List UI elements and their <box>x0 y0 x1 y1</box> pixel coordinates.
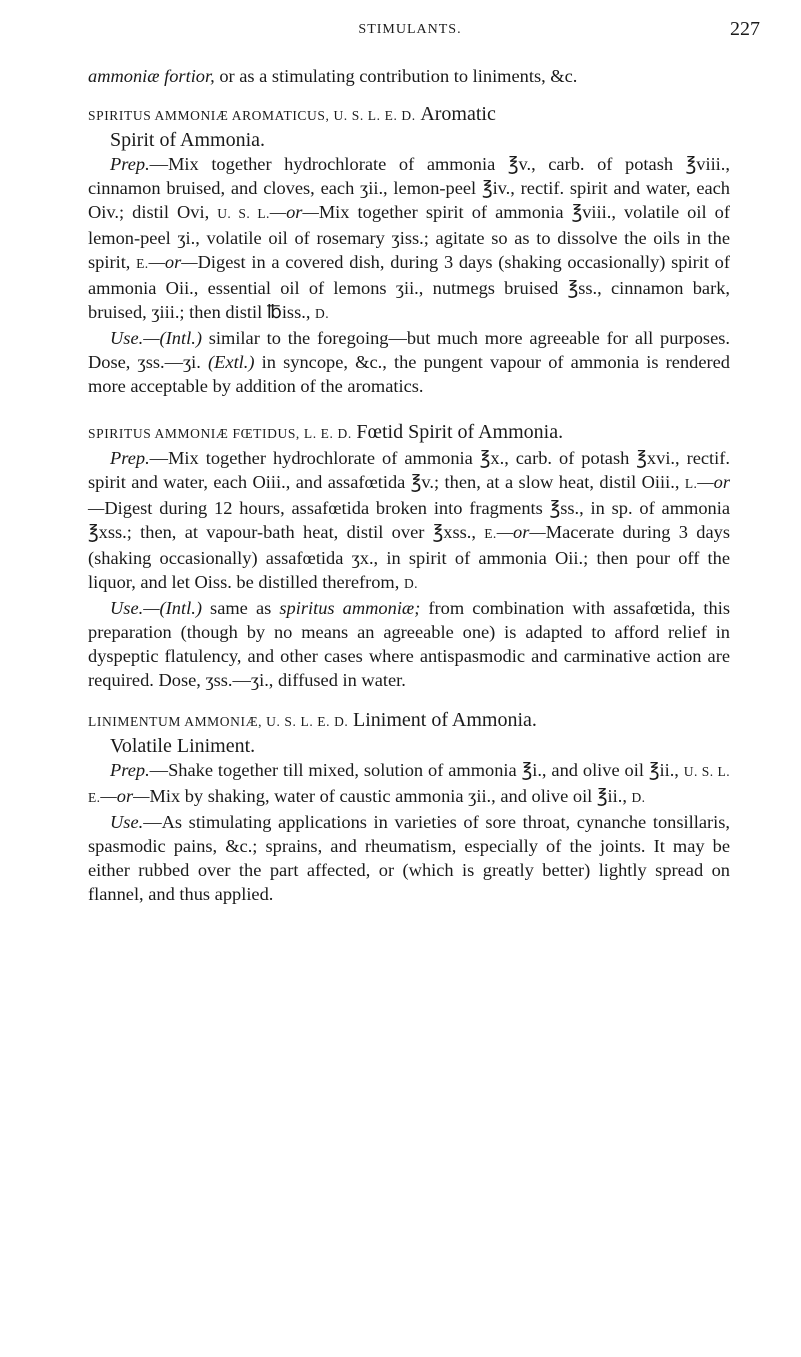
entry-english-title: Aromatic <box>420 103 496 125</box>
prep-paragraph <box>88 152 730 326</box>
use-label: Use. <box>110 328 144 348</box>
or-separator: —or— <box>496 522 546 542</box>
use-italic: spiritus ammoniæ; <box>279 598 421 618</box>
use-text-2: from combination with assafœtida, this preparation (though by no means an agreeable one) is adapted to afford relief in dyspeptic flatulency, and other cases where antispasmodic and carminative action are required. Dose, ʒss.—ʒi., diffused in water. <box>88 598 731 690</box>
prep-paragraph <box>88 758 730 810</box>
prep-source-3: D. <box>315 306 329 321</box>
or-separator: —or— <box>100 786 150 806</box>
use-paragraph <box>88 810 730 906</box>
entry-latin-title: SPIRITUS AMMONIÆ AROMATICUS, U. S. L. E. D. <box>88 108 416 123</box>
prep-text-2: Digest during 12 hours, assafœtida broken into fragments ℥ss., in sp. of ammonia ℥xss.; then, at vapour-bath heat, distil over ℥xss., <box>88 498 730 542</box>
page-body <box>88 64 730 906</box>
use-text-1: —As stimulating applications in varieties of sore throat, cynanche tonsillaris, spasmodic pains, &c.; sprains, and rheumatism, especially of the joints. It may be either rubbed over the part affected, or (which is greatly better) lightly spread on flannel, and thus applied. <box>88 812 730 904</box>
prep-text-3: Digest in a covered dish, during 3 days (shaking occasionally) spirit of ammonia Oii., essential oil of lemons ʒii., nutmegs bruised ℥ss., cinnamon bark, bruised, ʒiii.; then distil ℔iss., <box>88 252 730 322</box>
prep-source-1: U. S. L. <box>217 206 270 221</box>
running-head: STIMULANTS. <box>358 22 462 37</box>
use-text-1: same as <box>201 598 280 618</box>
use-text-2: in syncope, &c., the pungent vapour of ammonia is rendered more acceptable by addition of the aromatics. <box>88 352 730 396</box>
prep-label: Prep. <box>110 760 150 780</box>
use-paragraph <box>88 326 730 398</box>
or-separator: —or— <box>269 202 319 222</box>
use-intl: —(Intl.) <box>143 328 202 348</box>
entry-english-title: Fœtid Spirit of Ammonia. <box>356 421 564 443</box>
use-extl: (Extl.) <box>208 352 255 372</box>
prep-text-3: Macerate during 3 days (shaking occasionally) assafœtida ʒx., in spirit of ammonia Oii.; then pour off the liquor, and let Oiss. be distilled therefrom, <box>88 522 730 592</box>
entry-heading <box>88 420 730 446</box>
prep-source-2: D. <box>631 790 646 805</box>
prep-text-1: —Mix together hydrochlorate of ammonia ℥x., carb. of potash ℥xvi., rectif. spirit and water, each Oiii., and assafœtida ℥v.; then, at a slow heat, distil Oiii., <box>88 448 730 492</box>
prep-text-1: —Mix together hydrochlorate of ammonia ℥v., carb. of potash ℥viii., cinnamon bruised, and cloves, each ʒii., lemon-peel ℥iv., rectif. spirit and water, each Oiv.; distil Ovi, <box>88 154 730 222</box>
prep-source-2: E. <box>136 256 149 271</box>
entry-heading <box>88 102 730 152</box>
use-intl: —(Intl.) <box>143 598 202 618</box>
entry-subtitle: Spirit of Ammonia. <box>110 129 265 151</box>
use-paragraph <box>88 596 730 692</box>
use-text-1: similar to the foregoing—but much more agreeable for all purposes. Dose, ʒss.—ʒi. <box>88 328 730 372</box>
page-header <box>60 20 760 46</box>
entry-heading <box>88 708 730 758</box>
entry-latin-title: LINIMENTUM AMMONIÆ, U. S. L. E. D. <box>88 714 349 729</box>
entry-english-title: Liniment of Ammonia. <box>353 709 537 731</box>
prep-source-1: U. S. L. E. <box>88 764 730 805</box>
or-separator: —or— <box>88 472 730 518</box>
prep-label: Prep. <box>110 448 150 468</box>
intro-text: or as a stimulating contribution to liniments, &c. <box>214 66 578 86</box>
use-label: Use. <box>110 812 144 832</box>
prep-label: Prep. <box>110 154 150 174</box>
prep-text-1: —Shake together till mixed, solution of ammonia ℥i., and olive oil ℥ii., <box>149 760 684 780</box>
prep-source-2: E. <box>484 526 497 541</box>
page-number: 227 <box>730 18 760 40</box>
prep-text-2: Mix by shaking, water of caustic ammonia ʒii., and olive oil ℥ii., <box>149 786 632 806</box>
intro-paragraph <box>88 64 730 88</box>
intro-italic: ammoniæ fortior, <box>88 66 215 86</box>
entry-latin-title: SPIRITUS AMMONIÆ FŒTIDUS, L. E. D. <box>88 426 352 441</box>
prep-paragraph <box>88 446 730 596</box>
prep-source-1: L. <box>684 476 698 491</box>
use-label: Use. <box>110 598 144 618</box>
or-separator: —or— <box>148 252 198 272</box>
prep-text-2: Mix together spirit of ammonia ℥viii., volatile oil of lemon-peel ʒi., volatile oil of rosemary ʒiss.; agitate so as to dissolve the oils in the spirit, <box>88 202 730 272</box>
entry-subtitle: Volatile Liniment. <box>110 735 256 757</box>
prep-source-3: D. <box>403 576 418 591</box>
